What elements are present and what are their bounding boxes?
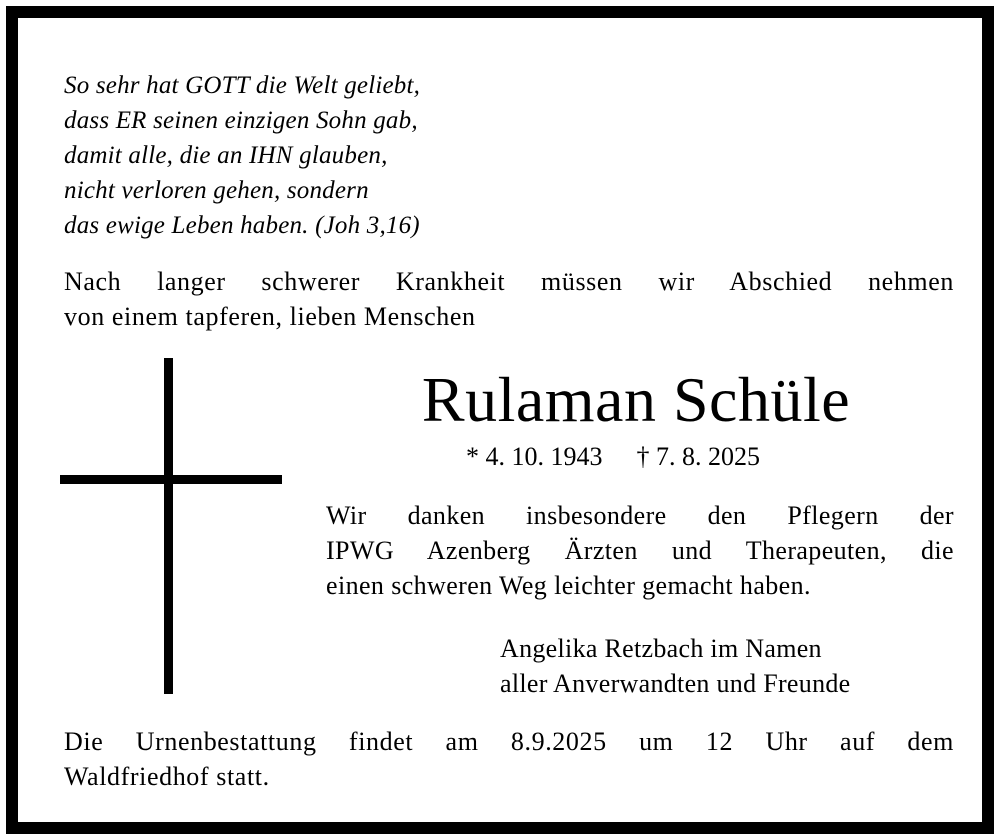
- signature-line: aller Anverwandten und Freunde: [500, 669, 851, 698]
- birth-date: * 4. 10. 1943: [466, 442, 603, 471]
- burial-info: [64, 724, 954, 794]
- burial-line: Die Urnenbestattung findet am 8.9.2025 um 12 Uhr auf dem: [64, 727, 954, 756]
- bible-verse: [64, 68, 420, 243]
- signature-line: Angelika Retzbach im Namen: [500, 634, 822, 663]
- verse-line: dass ER seinen einzigen Sohn gab,: [64, 107, 418, 134]
- verse-line: damit alle, die an IHN glauben,: [64, 142, 388, 169]
- deceased-name: Rulaman Schüle: [421, 364, 851, 435]
- verse-line: das ewige Leben haben. (Joh 3,16): [64, 212, 420, 239]
- obituary-notice: [6, 6, 994, 834]
- intro-line: von einem tapferen, lieben Menschen: [64, 302, 476, 331]
- death-date: † 7. 8. 2025: [636, 442, 760, 471]
- intro-line: Nach langer schwerer Krankheit müssen wir Abschied nehmen: [64, 267, 954, 296]
- signature: [500, 631, 851, 701]
- thanks-text: [326, 498, 954, 603]
- cross-horizontal-bar: [60, 475, 282, 484]
- life-dates: [466, 440, 760, 474]
- thanks-line: IPWG Azenberg Ärzten und Therapeuten, die: [326, 536, 954, 565]
- verse-line: So sehr hat GOTT die Welt geliebt,: [64, 72, 421, 99]
- intro-text: [64, 264, 954, 334]
- cross-vertical-bar: [164, 358, 173, 694]
- thanks-line: Wir danken insbesondere den Pflegern der: [326, 501, 954, 530]
- burial-line: Waldfriedhof statt.: [64, 762, 270, 791]
- verse-line: nicht verloren gehen, sondern: [64, 177, 369, 204]
- thanks-line: einen schweren Weg leichter gemacht haben.: [326, 571, 811, 600]
